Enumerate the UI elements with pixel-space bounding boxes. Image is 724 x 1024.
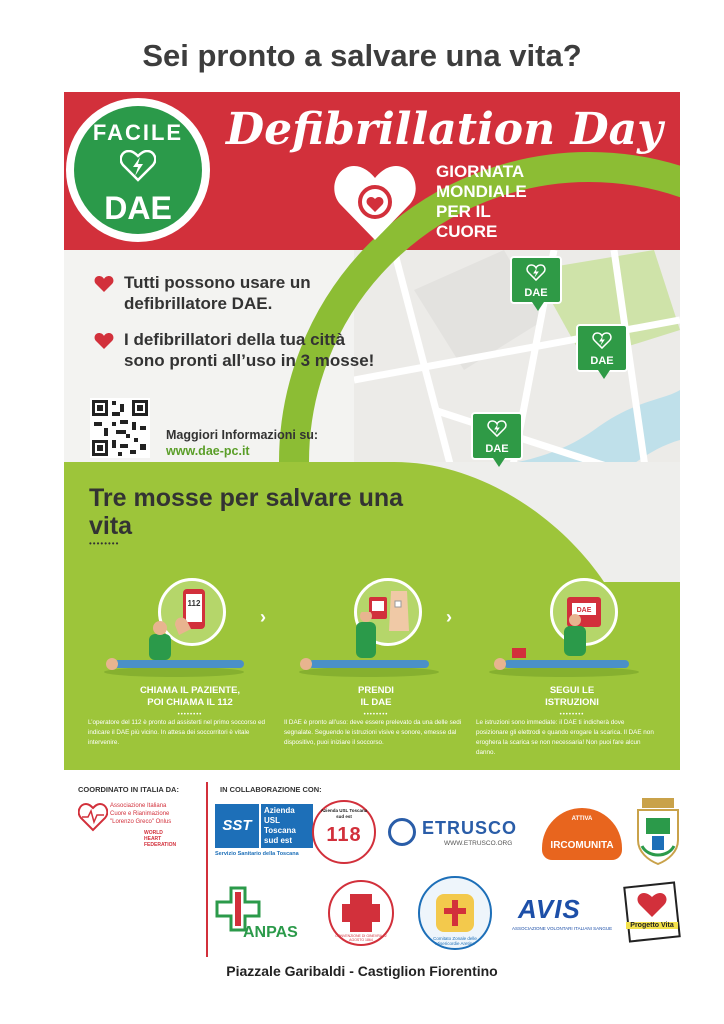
heart-pulse-icon [78,802,108,832]
phone-112-label: 112 [187,599,201,608]
red-cross-logo: CONVENZIONE DI GINEVRA 22 AGOSTO 1864 [328,880,394,946]
anpas-logo: ANPAS [215,886,315,946]
etrusco-logo: ETRUSCO WWW.ETRUSCO.ORG [388,814,540,854]
coordinated-label: COORDINATO IN ITALIA DA: [78,785,179,794]
usl-toscana-logo: SST Azienda USL Toscana sud est Servizio Sanitario della Toscana [215,804,313,862]
progetto-vita-logo: Progetto Vita [626,884,678,944]
ircomunita-logo: ATTIVA IRCOMUNITA [542,808,622,860]
device-dae-label: DAE [576,607,592,614]
heart-icon [332,164,418,242]
118-logo: Azienda USL Toscana sud est 118 [312,800,382,864]
facile-dae-logo [66,98,210,242]
heart-bolt-icon [120,150,156,182]
step-2-title: PRENDI IL DAE [358,685,394,708]
step-2-dots: •••••••• [363,712,389,718]
municipal-crest-icon [632,796,684,866]
red-heart-icon [94,332,114,350]
dae-map-pin[interactable]: DAE [471,412,523,460]
heart-bolt-icon [592,332,612,349]
logo-word-dae: DAE [104,190,172,226]
heart-bolt-icon [526,264,546,281]
section-title: Tre mosse per salvare una vita [89,484,404,540]
step-1-title: CHIAMA IL PAZIENTE, POI CHIAMA IL 112 [139,685,241,708]
title-dots: •••••••• [89,539,120,548]
footer-location: Piazzale Garibaldi - Castiglion Fiorentino [226,963,498,979]
red-heart-icon [94,275,114,293]
divider [206,782,208,957]
cpr-scenes [94,612,654,682]
collab-label: IN COLLABORAZIONE CON: [220,785,322,794]
qr-code[interactable] [90,398,150,458]
heart-icon [637,892,667,918]
step-3-title: SEGUI LE ISTRUZIONI [545,685,599,708]
aicr-logo: Associazione Italiana Cuore e Rianimazione "Lorenzo Greco" Onlus WORLD HEART FEDERATION [78,798,202,852]
info-link[interactable]: www.dae-pc.it [166,444,250,458]
giornata-mondiale-text: GIORNATA MONDIALE PER IL CUORE [436,162,527,241]
defibrillation-day-title: Defibrillation Day [226,104,663,155]
chevron-right-icon: › [446,607,452,627]
dae-map-pin[interactable]: DAE [576,324,628,372]
misericordie-logo: Comitato Zonale delle Misericordie Aretine [418,876,496,950]
step-2-description: Il DAE è pronto all’uso: deve essere prelevato da una delle sedi segnalate. Seguendo le istruzioni visive e sonore, emesse dal dispositivo, puoi iniziare il soccorso. [284,719,462,746]
chevron-right-icon: › [260,607,266,627]
step-3-description: Le istruzioni sono immediate: il DAE ti indicherà dove posizionare gli elettrodi e quando erogare la scarica. Il DAE non eroghera la scarica se non necessaria! Non puoi fare alcun danno. [476,719,654,756]
info-label: Maggiori Informazioni su: [166,428,319,442]
step-3-dots: •••••••• [559,712,585,718]
heart-bolt-icon [487,420,507,437]
step-1-description: L’operatore del 112 è pronto ad assisterti nel primo soccorso ed indicare il DAE più vicino. In attesa dei soccorritori è vitale intervenire. [88,719,265,746]
logo-word-facile: FACILE [92,120,184,145]
avis-logo: AVIS ASSOCIAZIONE VOLONTARI ITALIANI SANGUE [512,894,613,931]
step-1-dots: •••••••• [177,712,203,718]
dae-map-pin[interactable]: DAE [510,256,562,304]
poster: FACILE DAE Defibrillation Day GIORNATA MONDIALE PER IL CUORE Tutti possono usare un defibrillatore DAE. I defibrillatori della tua città sono pronti all’uso in 3 mosse! Maggiori Informazioni su: www.dae-pc.it DAE DAE DAE Tre mosse per salvare una vita •••••••• 112 DAE › › CHIAMA IL PAZIENTE, POI CHIAMA IL 112 •••••••• L’operatore del 112 è pronto ad assisterti nel primo soccorso ed indicare il DAE più vicino. In attesa dei soccorritori è vitale intervenire. PRENDI IL DAE •••••••• Il DAE è pronto all’uso: deve essere prelevato da una delle sedi segnalate. Seguendo le istruzioni visive e sonore, emesse dal dispositivo, puoi iniziare il soccorso. SEGUI LE ISTRUZIONI •••••••• Le istruzioni sono immediate: il DAE ti indicherà dove posizionare gli elettrodi e quando erogare la scarica. Il DAE non eroghera la scarica se non necessaria! Non puoi fare alcun danno. [64,92,680,770]
headline: Sei pronto a salvare una vita? [142,38,582,73]
